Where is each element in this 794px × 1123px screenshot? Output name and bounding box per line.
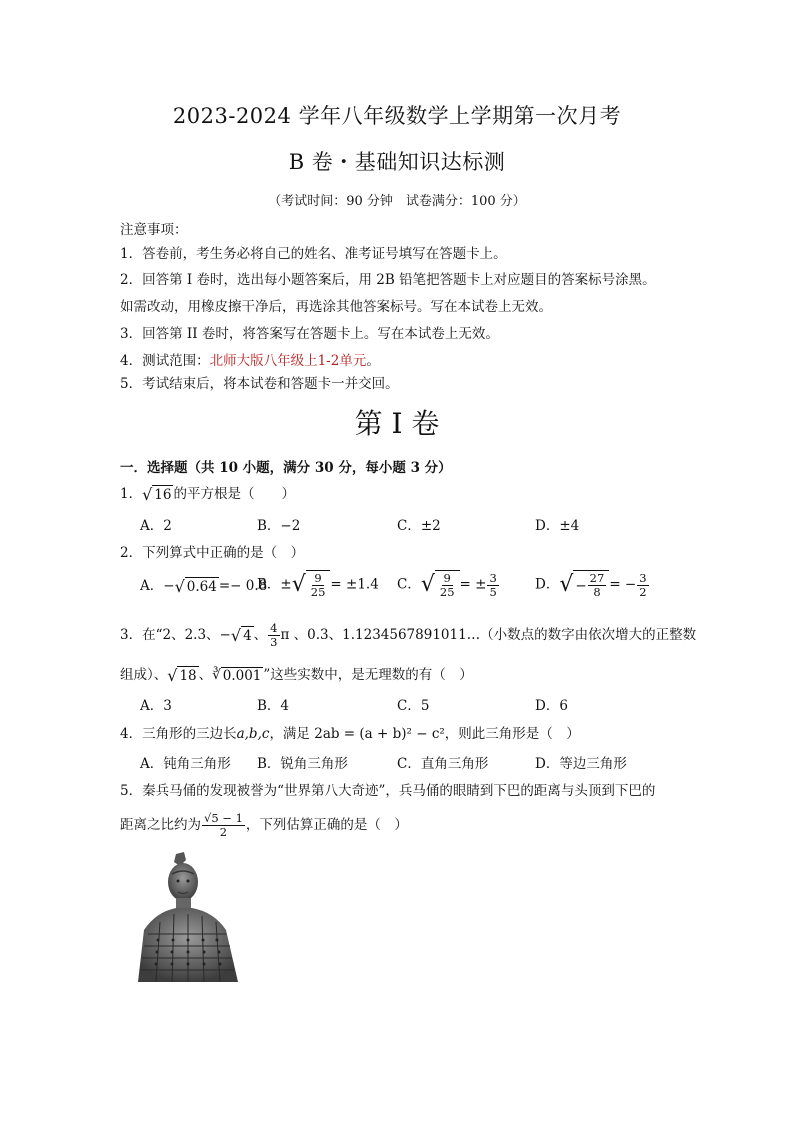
q1-option-d: D．±4 [535, 518, 580, 534]
q3-l2-a: 组成）、 [120, 667, 168, 683]
q2-c-den: 25 [439, 585, 455, 599]
note-4-prefix: 4．测试范围： [120, 353, 210, 369]
note-4 [120, 349, 380, 369]
q4-option-d: D．等边三角形 [535, 756, 627, 772]
exam-subtitle: B 卷・基础知识达标测 [288, 150, 506, 174]
exam-title: 2023-2024 学年八年级数学上学期第一次月考 [172, 104, 622, 128]
q2-c-num2: 3 [489, 570, 497, 585]
q3-l2-c: ”这些实数中，是无理数的有（ ） [263, 667, 473, 683]
q2-c-label: C． [397, 576, 421, 593]
note-4-suffix: 。 [366, 353, 380, 369]
question-4 [120, 722, 580, 742]
q3-frac-num: 4 [270, 621, 278, 635]
q2-c-mid: = ± [459, 576, 487, 593]
q2-b-num: 9 [314, 571, 322, 585]
q2-d-num2: 3 [639, 570, 647, 585]
q1-option-c: C．±2 [397, 518, 441, 534]
q2-c-den2: 5 [489, 584, 497, 599]
q5-l2-b: ，下列估算正确的是（ ） [245, 817, 408, 833]
q2-a-radicand: 0.64 [185, 577, 219, 597]
q2-option-a [140, 574, 267, 597]
q2-c-num: 9 [443, 571, 451, 585]
q2-d-num: 27 [589, 571, 605, 585]
q4-option-c: C．直角三角形 [397, 756, 489, 772]
note-4-scope: 北师大版八年级上1-2单元 [209, 353, 367, 369]
q2-option-c [397, 570, 500, 600]
q2-d-den2: 2 [639, 584, 647, 599]
q1-radicand: 16 [152, 485, 173, 505]
q2-b-label: B．± [257, 576, 292, 593]
question-1 [120, 482, 295, 505]
q2-d-den: 8 [593, 585, 601, 599]
q3-sqrt-18: √ 18 [167, 665, 197, 685]
note-2a: 2．回答第 I 卷时，选出每小题答案后，用 2B 铅笔把答题卡上对应题目的答案标号涂黑。 [120, 272, 656, 288]
q3-cbrt [221, 667, 264, 684]
q4-option-b: B．锐角三角形 [257, 756, 348, 772]
q3-l1-a: 3．在“2、2.3、− [120, 627, 231, 643]
question-2: 2．下列算式中正确的是（ ） [120, 545, 305, 561]
q2-a-sqrt: √ 0.64 [174, 576, 217, 596]
q4-text-a: 4．三角形的三边长 [120, 726, 237, 742]
section-title: 第 I 卷 [354, 407, 440, 440]
q1-number: 1． [120, 486, 143, 502]
note-5: 5．考试结束后，将本试卷和答题卡一并交回。 [120, 376, 399, 392]
q3-rad-4: 4 [241, 626, 254, 646]
question-5-line-1: 5．秦兵马俑的发现被誉为“世界第八大奇迹”，兵马俑的眼睛到下巴的距离与头顶到下巴的 [120, 783, 656, 799]
terracotta-warrior-image [126, 852, 246, 982]
exam-info: （考试时间：90 分钟 试卷满分：100 分） [268, 194, 526, 209]
q4-text-b: ，满足 2ab = (a + b)² − c²，则此三角形是（ ） [269, 726, 580, 742]
q5-frac-den: 2 [219, 825, 228, 839]
part1-heading: 一．选择题（共 10 小题，满分 30 分，每小题 3 分） [120, 460, 452, 476]
q3-frac-den: 3 [270, 635, 278, 649]
q2-d-mid: = − [609, 576, 637, 593]
note-3: 3．回答第 II 卷时，将答案写在答题卡上。写在本试卷上无效。 [120, 326, 499, 342]
q3-rad-0001: 0.001 [222, 668, 262, 684]
notes-heading: 注意事项： [120, 222, 188, 238]
q3-l1-b: 、 [253, 627, 268, 643]
q2-d-label: D． [535, 576, 560, 593]
q2-c-sqrt: √ $\frac{9}{25}$ [421, 570, 460, 600]
q2-option-b [257, 570, 379, 600]
q1-option-b: B．−2 [257, 518, 301, 534]
q5-frac-num: √5 − 1 [204, 811, 243, 825]
question-3-line-1 [120, 622, 696, 649]
q2-d-neg: − [575, 577, 587, 594]
q3-l2-b: 、∛ [198, 667, 221, 683]
q2-b-rest: = ±1.4 [330, 576, 379, 593]
q3-option-a: A．3 [140, 698, 172, 714]
question-5-line-2 [120, 812, 408, 839]
note-1: 1．答卷前，考生务必将自己的姓名、准考证号填写在答题卡上。 [120, 246, 507, 262]
q2-a-rest: =− 0.8 [218, 578, 268, 594]
q3-option-c: C．5 [397, 698, 430, 714]
q1-option-a: A．2 [140, 518, 172, 534]
q2-d-sqrt: √ − $\frac{27}{8}$ [559, 570, 609, 600]
q1-text: 的平方根是（ ） [173, 486, 295, 502]
q3-l1-c: π 、0.3、1.1234567891011…（小数点的数字由依次增大的正整数 [280, 627, 697, 643]
q1-sqrt: √ 16 [142, 484, 172, 504]
q5-l2-a: 距离之比约为 [120, 817, 201, 833]
q4-vars: a,b,c [236, 726, 270, 742]
q2-a-label: A．− [140, 578, 175, 594]
question-3-line-2 [120, 663, 473, 686]
q2-b-sqrt: √ $\frac{9}{25}$ [292, 570, 331, 600]
q3-option-b: B．4 [257, 698, 290, 714]
q3-option-d: D．6 [535, 698, 568, 714]
q2-b-den: 25 [310, 585, 326, 599]
q4-option-a: A．钝角三角形 [140, 756, 231, 772]
note-2b: 如需改动，用橡皮擦干净后，再选涂其他答案标号。写在本试卷上无效。 [120, 299, 552, 315]
q3-rad-18: 18 [177, 666, 198, 686]
q2-option-d [535, 570, 650, 600]
q3-sqrt-4: √ 4 [230, 625, 252, 645]
